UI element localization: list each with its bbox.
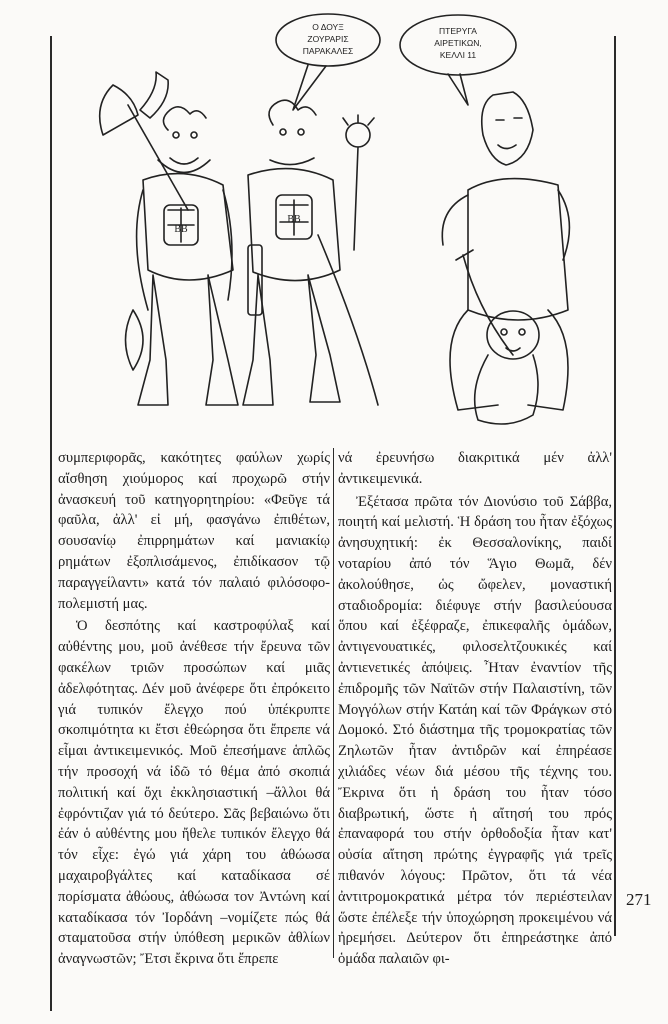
page-number: 271 — [626, 890, 652, 909]
right-frame-rule — [614, 36, 616, 936]
bubble-left-line-2: ΖΟΥΡΑΡΙΣ — [307, 34, 349, 44]
sword-icon — [456, 250, 513, 355]
text-column-left — [58, 448, 330, 970]
bubble-right-line-1: ΠΤΕΡΥΓΑ — [439, 26, 477, 36]
paragraph: Ὁ δεσπότης καί καστροφύλαξ καί αὐθέντης μου, μοῦ ἀνέθεσε τήν ἔρευνα τῶν φακέλων τριῶν προσώπων καί μιᾶς ἀδελφότητας. Δέν μοῦ ἀνέφερε ὅτι ἐπρόκειτο γιά τυπικόν ἔλεγχο πού ὑπέκρυπτε σκοπιμότητα κι ἔτσι ἐθεώρησα ὅτι ἔπρεπε νά εἶμαι ἀντικειμενικός. Μοῦ ἐπεσήμανε ἁπλῶς τήν προσοχή νά ἰδῶ τό θέμα ἀπό σκοπιά πολιτική καί ὄχι ἐκκλησιαστική –ἄλλοι θά ἐφρόντιζαν γιά τό δεύτερο. Σᾶς βεβαιώνω ὅτι ἐάν ὁ αὐθέντης μου ἤθελε τυπικόν ἔλεγχο θά τόν εἶχε: ἐγώ γιά χάρη του ἀθώωσα μαχαιροβγάλτες καί καταδίκασα σέ πορίσματα ἀθώους, ἀθώωσα τον Ἀντώνη καί καταδίκασα τόν Ἰορδάνη –νομίζετε πώς θά σταματοῦσα στήν ὑπόθεση μερικῶν ἀθλίων ἀναγνωστῶν; Ἔτσι ἔκρινα ὅτι ἔπρεπε — [58, 618, 330, 968]
shield-letters-1: ΒΒ — [174, 224, 188, 235]
bubble-left-line-1: Ο ΔΟΥΞ — [312, 22, 344, 32]
axe-icon — [100, 72, 169, 135]
paragraph: Ἐξέτασα πρῶτα τόν Διονύσιο τοῦ Σάββα, ποιητή καί μελιστή. Ἡ δράση του ἦταν ἐξόχως ἀνησυχητική: ἐκ Θεσσαλονίκης, παιδί νοταρίου ἀπό τόν Ἅγιο Θωμᾶ, δέν ἀκολούθησε, ὡς ὤφελεν, μοναστική σταδιοδρομία: διέφυγε στήν βασιλεύουσα ὅπου καί ἐξέφραζε, ἐπικεφαλῆς ὁμάδων, ἀντιγενουατικές, φιλοσελτζουκικές καί ἀντιενετικές ἀπόψεις. Ἦταν ἐναντίον τῆς ἐπιδρομῆς τῶν Ναϊτῶν στήν Παλαιστίνη, τῶν Μογγόλων στήν Κατάη καί τῶν Φράγκων στό Δομοκό. Στό διάστημα τῆς τρομοκρατίας τῶν Ζηλωτῶν ἦταν ἀντιδρῶν καί ἐπηρέασε χιλιάδες νέων διά μέσου τῆς τέχνης του. Ἔκρινα ὅτι ἡ δράση του ἦταν τόσο διαβρωτική, ὥστε ἡ αἴτησή του πρός ἐπαναφορά του στήν ὀρθοδοξία ἦταν κατ' οὐσία αἴτηση πρώτης ἐγγραφῆς γιά τρεῖς πιθανόν λόγους: Πρῶτον, ὅτι τά νέα ἀντιτρομοκρατικά μέτρα τόν περιέστειλαν ὥστε ἐπέλεξε τήν ὑποχώρηση προκειμένου νά ἠρεμήσει. Δεύτερον ὅτι ἐπηρεάστηκε ἀπό ὁμάδα παλαιῶν φι- — [338, 493, 612, 968]
bubble-left-line-3: ΠΑΡΑΚΑΛΕΣ — [302, 46, 354, 56]
paragraph: νά ἐρευνήσω διακριτικά μέν ἀλλ' ἀντικειμενικά. — [338, 450, 612, 487]
text-column-right — [338, 448, 612, 970]
guard-figure-1 — [126, 107, 239, 405]
bubble-right-line-2: ΑΙΡΕΤΙΚΩΝ, — [434, 38, 482, 48]
shirtless-figure — [442, 92, 569, 410]
guard-figure-2 — [243, 100, 378, 405]
bubble-right-line-3: ΚΕΛΛΙ 11 — [439, 50, 477, 60]
paragraph: συμπεριφορᾶς, κακότητες φαύλων χωρίς αἴσθηση χιούμορος καί προχωρῶ στήν ἀνασκευή τοῦ κατηγορητηρίου: «Φεῦγε τά φαῦλα, ἀλλ' εἰ μή, φασγάνω ἐπιθέτων, σουσανίῳ ἐπιρρημάτων καί μανιακίῳ ρημάτων ἐξοπλισάμενος, ἐπιδίκασον τῷ παραγγείλαντι» κατά τόν παλαιό φιλόσοφο-πολεμιστή μας. — [58, 450, 330, 612]
column-divider — [333, 448, 334, 958]
cartoon-illustration — [58, 10, 613, 440]
left-frame-rule — [50, 36, 52, 1011]
shield-letters-2: ΒΒ — [287, 214, 301, 225]
mace-icon — [346, 123, 370, 147]
